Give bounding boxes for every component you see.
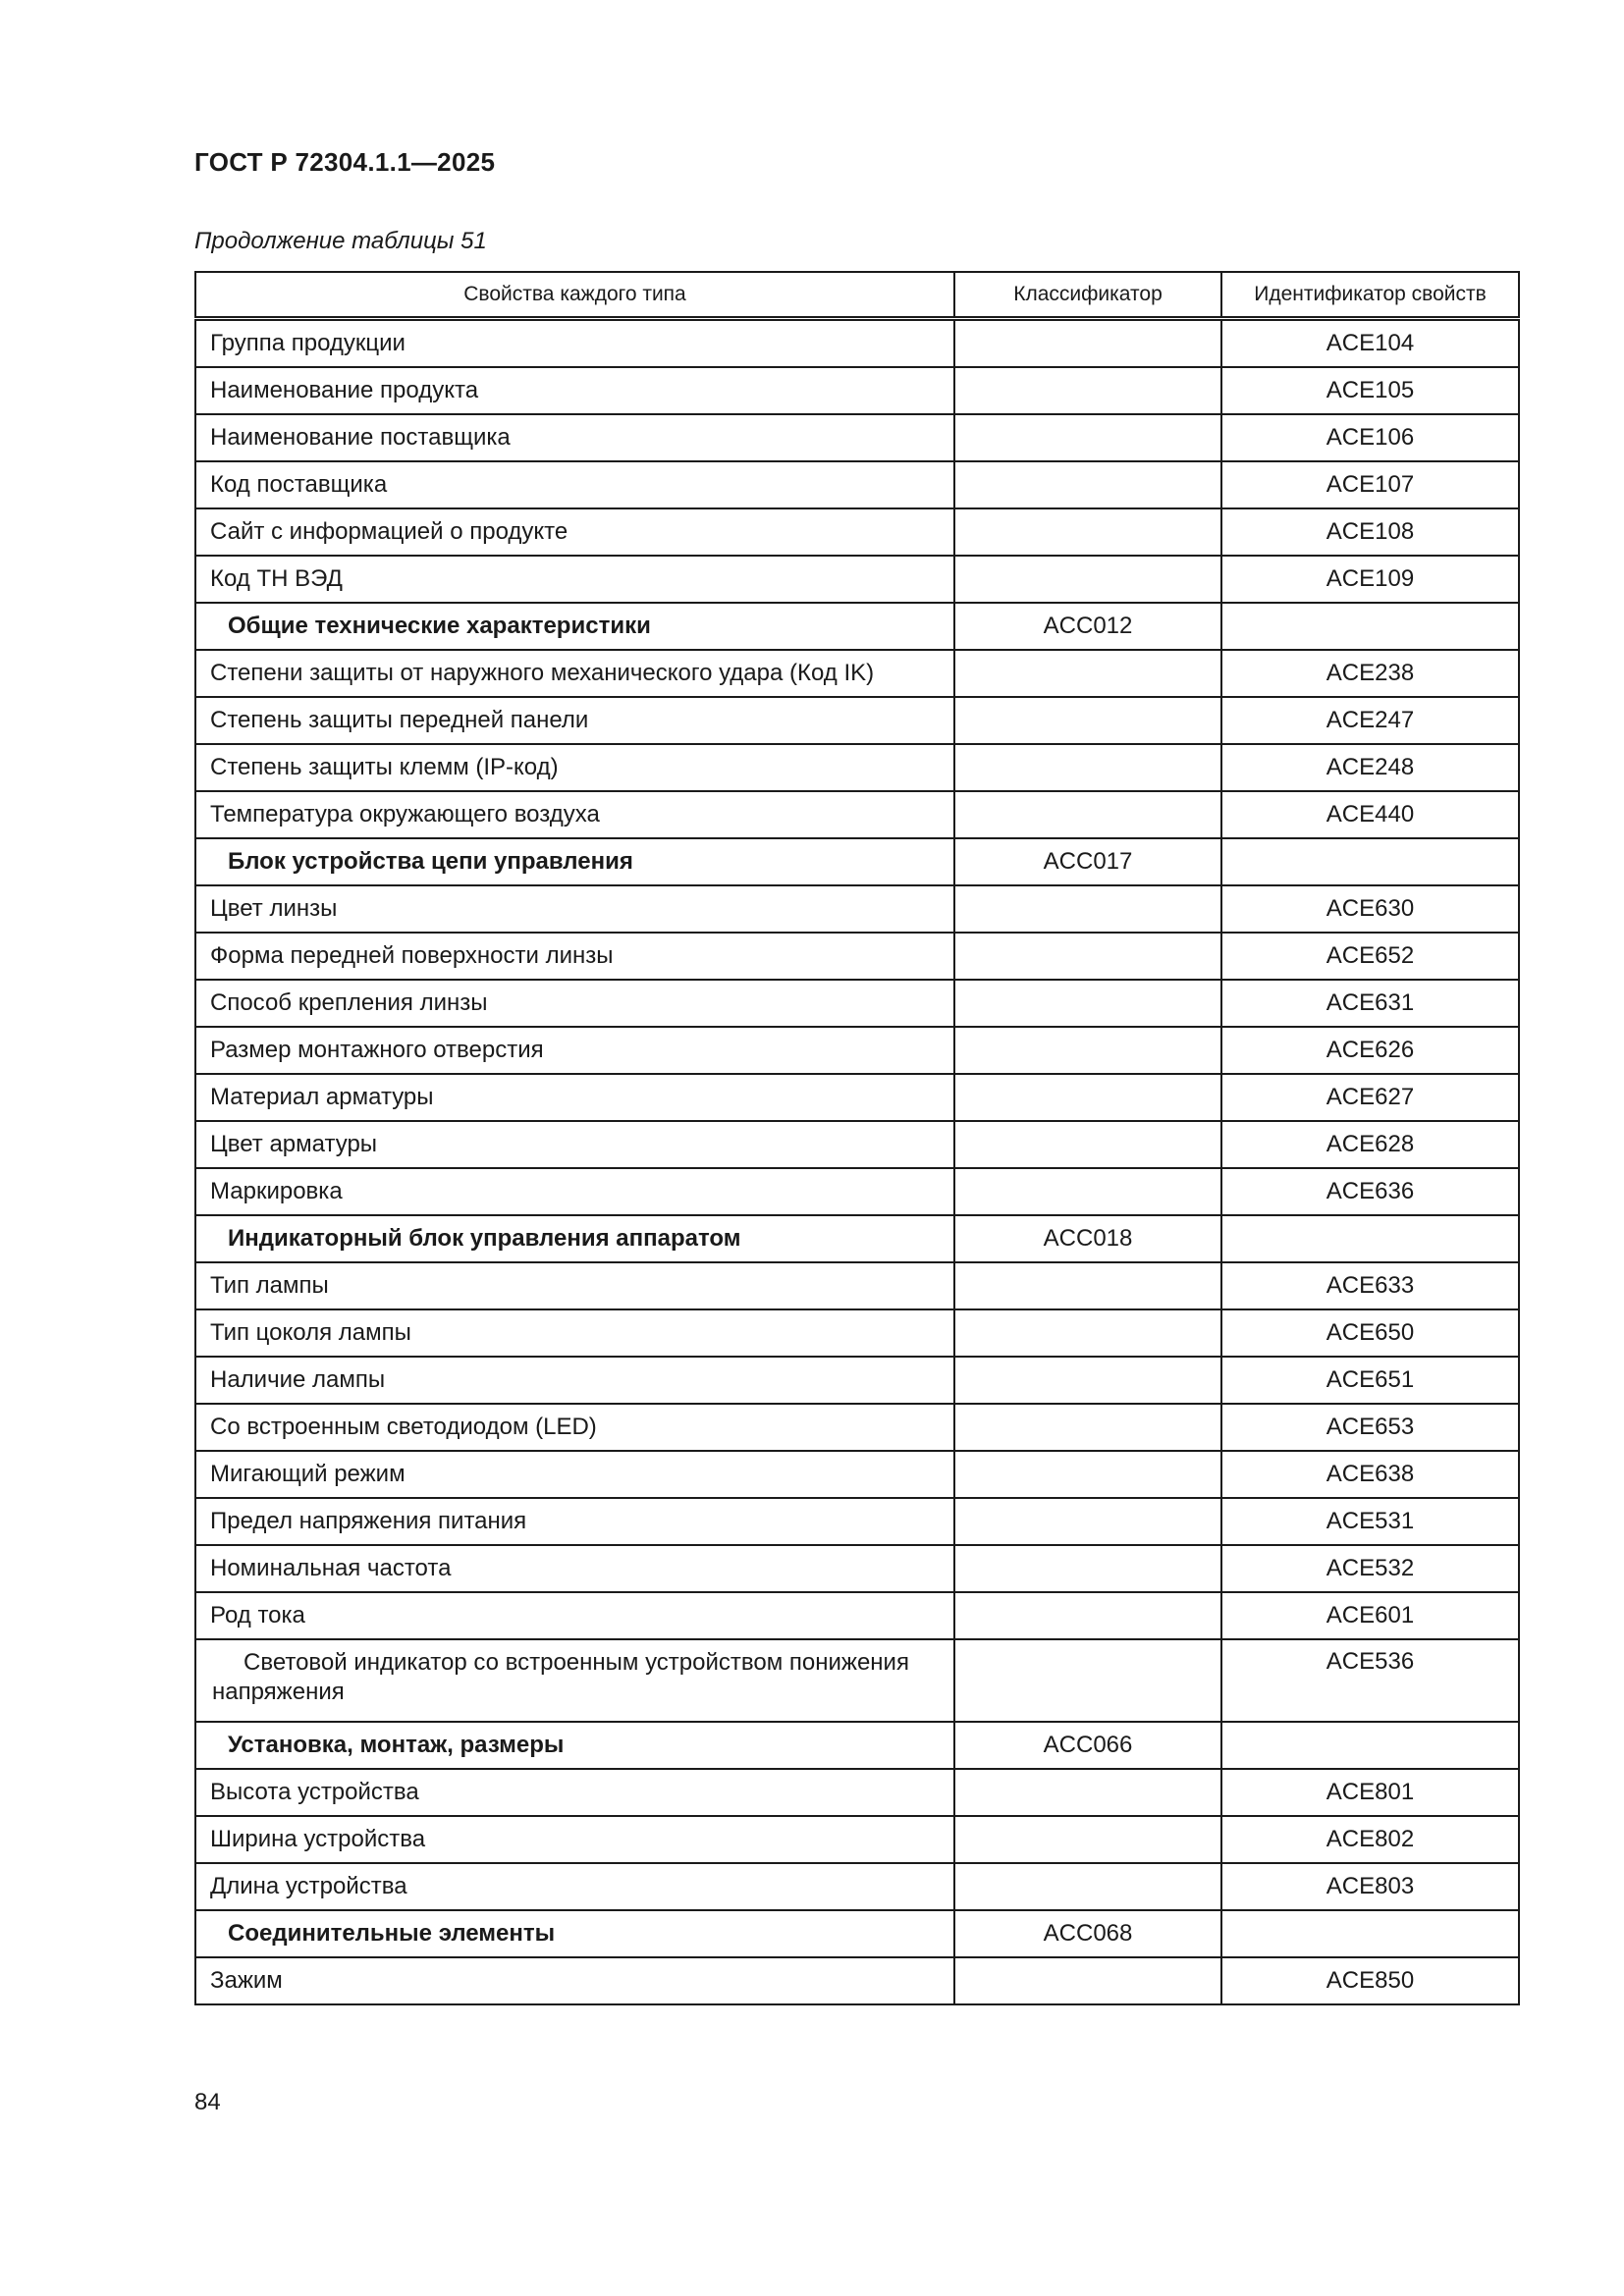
property-cell: Форма передней поверхности линзы [195, 933, 954, 980]
classifier-cell [954, 1404, 1221, 1451]
property-cell: Тип лампы [195, 1262, 954, 1309]
property-id-cell: ACE850 [1221, 1957, 1519, 2004]
classifier-cell [954, 1498, 1221, 1545]
classifier-cell [954, 1639, 1221, 1722]
classifier-cell [954, 933, 1221, 980]
property-id-cell: ACE109 [1221, 556, 1519, 603]
classifier-cell [954, 1592, 1221, 1639]
table-row [195, 1957, 1519, 2004]
table-row [195, 791, 1519, 838]
property-id-cell [1221, 1215, 1519, 1262]
property-id-cell: ACE626 [1221, 1027, 1519, 1074]
property-id-cell: ACE652 [1221, 933, 1519, 980]
table-row [195, 1357, 1519, 1404]
property-cell: Соединительные элементы [195, 1910, 954, 1957]
property-cell: Предел напряжения питания [195, 1498, 954, 1545]
property-cell: Зажим [195, 1957, 954, 2004]
property-id-cell: ACE628 [1221, 1121, 1519, 1168]
page-number: 84 [194, 2089, 221, 2115]
classifier-cell [954, 1168, 1221, 1215]
table-row [195, 319, 1519, 368]
classifier-cell: ACC017 [954, 838, 1221, 885]
property-id-cell: ACE653 [1221, 1404, 1519, 1451]
table-row [195, 1027, 1519, 1074]
classifier-cell [954, 414, 1221, 461]
property-cell: Маркировка [195, 1168, 954, 1215]
table-row [195, 414, 1519, 461]
property-cell: Температура окружающего воздуха [195, 791, 954, 838]
table-row [195, 1545, 1519, 1592]
property-cell: Блок устройства цепи управления [195, 838, 954, 885]
property-cell: Установка, монтаж, размеры [195, 1722, 954, 1769]
property-id-cell: ACE108 [1221, 508, 1519, 556]
property-id-cell: ACE801 [1221, 1769, 1519, 1816]
property-cell: Высота устройства [195, 1769, 954, 1816]
table-row [195, 1262, 1519, 1309]
classifier-cell [954, 1357, 1221, 1404]
classifier-cell [954, 367, 1221, 414]
property-id-cell: ACE248 [1221, 744, 1519, 791]
table-row [195, 1121, 1519, 1168]
classifier-cell [954, 461, 1221, 508]
property-cell: Степень защиты клемм (IP-код) [195, 744, 954, 791]
property-id-cell: ACE107 [1221, 461, 1519, 508]
table-group-row [195, 1722, 1519, 1769]
classifier-cell: ACC018 [954, 1215, 1221, 1262]
classifier-cell [954, 697, 1221, 744]
column-header-properties: Свойства каждого типа [195, 272, 954, 319]
property-id-cell: ACE650 [1221, 1309, 1519, 1357]
classifier-cell [954, 791, 1221, 838]
table-row [195, 1592, 1519, 1639]
classifier-cell [954, 1769, 1221, 1816]
document-header: ГОСТ Р 72304.1.1—2025 [194, 147, 496, 177]
table-row [195, 650, 1519, 697]
table-row [195, 1816, 1519, 1863]
table-row [195, 556, 1519, 603]
property-cell: Наименование продукта [195, 367, 954, 414]
classifier-cell [954, 508, 1221, 556]
property-id-cell: ACE531 [1221, 1498, 1519, 1545]
classifier-cell [954, 1863, 1221, 1910]
property-cell: Код поставщика [195, 461, 954, 508]
table-row [195, 1769, 1519, 1816]
classifier-cell [954, 650, 1221, 697]
property-id-cell: ACE651 [1221, 1357, 1519, 1404]
table-row [195, 1639, 1519, 1722]
property-cell: Размер монтажного отверстия [195, 1027, 954, 1074]
table-row [195, 1498, 1519, 1545]
classifier-cell [954, 885, 1221, 933]
classifier-cell [954, 1074, 1221, 1121]
classifier-cell: ACC012 [954, 603, 1221, 650]
property-cell: Способ крепления линзы [195, 980, 954, 1027]
property-id-cell: ACE631 [1221, 980, 1519, 1027]
property-cell: Цвет арматуры [195, 1121, 954, 1168]
table-body [195, 319, 1519, 2005]
table-row [195, 461, 1519, 508]
classifier-cell: ACC068 [954, 1910, 1221, 1957]
table-row [195, 367, 1519, 414]
table-row [195, 508, 1519, 556]
table-row [195, 744, 1519, 791]
table-row [195, 1404, 1519, 1451]
property-id-cell: ACE627 [1221, 1074, 1519, 1121]
classifier-cell [954, 1816, 1221, 1863]
classifier-cell: ACC066 [954, 1722, 1221, 1769]
table-caption: Продолжение таблицы 51 [194, 228, 487, 254]
property-cell: Код ТН ВЭД [195, 556, 954, 603]
classifier-cell [954, 744, 1221, 791]
property-id-cell: ACE104 [1221, 319, 1519, 368]
property-id-cell: ACE532 [1221, 1545, 1519, 1592]
classifier-cell [954, 1957, 1221, 2004]
property-id-cell: ACE440 [1221, 791, 1519, 838]
property-id-cell: ACE536 [1221, 1639, 1519, 1722]
table-row [195, 1074, 1519, 1121]
property-cell: Цвет линзы [195, 885, 954, 933]
property-cell: Сайт с информацией о продукте [195, 508, 954, 556]
classifier-cell [954, 556, 1221, 603]
property-id-cell: ACE803 [1221, 1863, 1519, 1910]
property-id-cell: ACE633 [1221, 1262, 1519, 1309]
classifier-cell [954, 1262, 1221, 1309]
property-cell: Индикаторный блок управления аппаратом [195, 1215, 954, 1262]
property-cell: Общие технические характеристики [195, 603, 954, 650]
table-group-row [195, 838, 1519, 885]
classifier-cell [954, 319, 1221, 368]
table-row [195, 1451, 1519, 1498]
property-cell: Материал арматуры [195, 1074, 954, 1121]
classifier-cell [954, 1027, 1221, 1074]
property-id-cell: ACE106 [1221, 414, 1519, 461]
property-cell: Группа продукции [195, 319, 954, 368]
classifier-cell [954, 1545, 1221, 1592]
table-row [195, 980, 1519, 1027]
property-id-cell: ACE601 [1221, 1592, 1519, 1639]
table-header-row [195, 272, 1519, 319]
classifier-cell [954, 1121, 1221, 1168]
property-id-cell: ACE247 [1221, 697, 1519, 744]
property-cell: Световой индикатор со встроенным устройством понижения напряжения [195, 1639, 954, 1722]
property-cell: Степень защиты передней панели [195, 697, 954, 744]
property-id-cell: ACE802 [1221, 1816, 1519, 1863]
property-cell: Длина устройства [195, 1863, 954, 1910]
property-id-cell [1221, 1910, 1519, 1957]
classifier-cell [954, 1309, 1221, 1357]
table-group-row [195, 603, 1519, 650]
table-row [195, 1168, 1519, 1215]
classifier-cell [954, 1451, 1221, 1498]
table-row [195, 885, 1519, 933]
classifier-cell [954, 980, 1221, 1027]
property-cell: Наименование поставщика [195, 414, 954, 461]
table-row [195, 697, 1519, 744]
property-cell: Степени защиты от наружного механического удара (Код IK) [195, 650, 954, 697]
table-row [195, 1863, 1519, 1910]
table-group-row [195, 1215, 1519, 1262]
column-header-property-id: Идентификатор свойств [1221, 272, 1519, 319]
properties-table [194, 271, 1520, 2005]
property-id-cell: ACE105 [1221, 367, 1519, 414]
property-id-cell [1221, 603, 1519, 650]
table-row [195, 933, 1519, 980]
property-id-cell: ACE630 [1221, 885, 1519, 933]
property-cell: Тип цоколя лампы [195, 1309, 954, 1357]
property-id-cell: ACE238 [1221, 650, 1519, 697]
table-row [195, 1309, 1519, 1357]
property-cell: Номинальная частота [195, 1545, 954, 1592]
column-header-classifier: Классификатор [954, 272, 1221, 319]
property-cell: Ширина устройства [195, 1816, 954, 1863]
property-cell: Род тока [195, 1592, 954, 1639]
table-group-row [195, 1910, 1519, 1957]
property-id-cell: ACE638 [1221, 1451, 1519, 1498]
property-cell: Мигающий режим [195, 1451, 954, 1498]
property-cell: Со встроенным светодиодом (LED) [195, 1404, 954, 1451]
property-id-cell [1221, 1722, 1519, 1769]
property-id-cell: ACE636 [1221, 1168, 1519, 1215]
property-cell: Наличие лампы [195, 1357, 954, 1404]
property-id-cell [1221, 838, 1519, 885]
